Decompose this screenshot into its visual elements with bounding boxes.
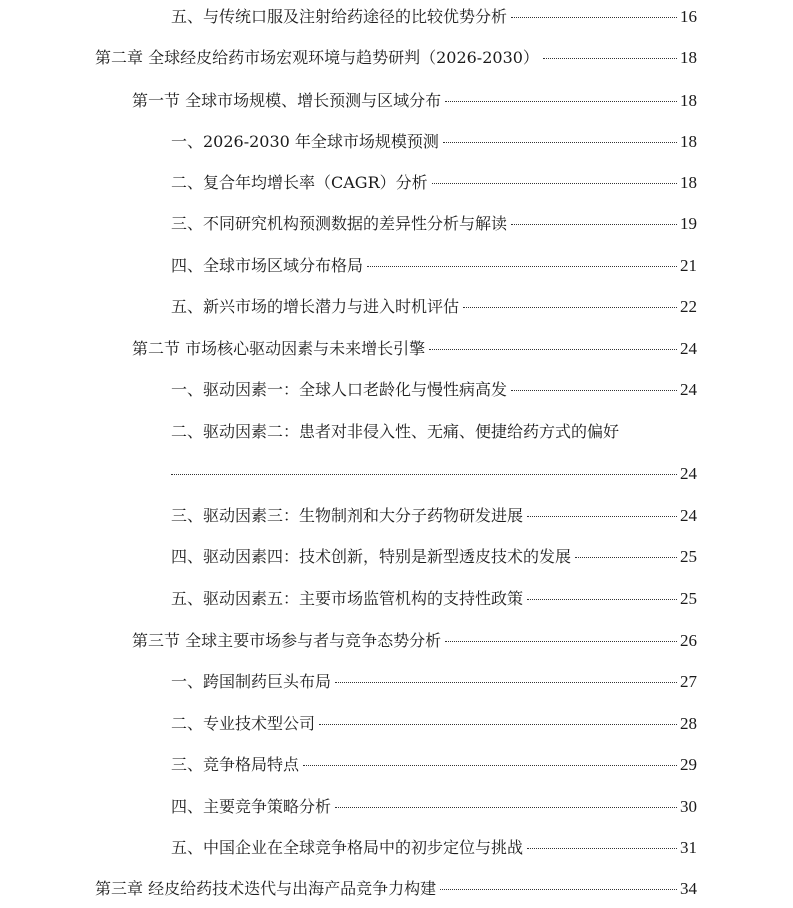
dot-leader	[429, 349, 677, 350]
dot-leader	[335, 807, 677, 808]
toc-entry-title: 四、主要竞争策略分析	[171, 797, 332, 816]
toc-entry-page: 19	[680, 214, 697, 233]
toc-entry-title: 四、驱动因素四：技术创新，特别是新型透皮技术的发展	[171, 547, 572, 566]
toc-entry-page: 18	[680, 91, 697, 110]
toc-entry-title: 第二节 市场核心驱动因素与未来增长引擎	[132, 339, 426, 358]
dot-leader	[432, 183, 677, 184]
toc-entry[interactable]	[171, 6, 697, 28]
toc-entry[interactable]	[171, 379, 697, 401]
toc-entry-page: 18	[680, 48, 697, 67]
dot-leader	[303, 765, 677, 766]
toc-entry-title: 一、2026-2030 年全球市场规模预测	[171, 132, 439, 151]
dot-leader	[575, 557, 677, 558]
toc-entry-title: 五、中国企业在全球竞争格局中的初步定位与挑战	[171, 838, 524, 857]
dot-leader	[511, 17, 677, 18]
dot-leader	[367, 266, 677, 267]
toc-entry[interactable]	[171, 255, 697, 277]
toc-entry-title: 五、驱动因素五：主要市场监管机构的支持性政策	[171, 589, 524, 608]
toc-entry-page: 30	[680, 797, 697, 816]
toc-entry[interactable]	[171, 213, 697, 235]
dot-leader	[171, 474, 677, 475]
toc-entry-title: 第三节 全球主要市场参与者与竞争态势分析	[132, 631, 442, 650]
toc-chapter-entry[interactable]	[95, 878, 697, 900]
toc-entry-page: 29	[680, 755, 697, 774]
dot-leader	[543, 58, 677, 59]
toc-entry-title: 三、不同研究机构预测数据的差异性分析与解读	[171, 214, 508, 233]
toc-entry-page: 16	[680, 7, 697, 26]
dot-leader	[445, 641, 677, 642]
toc-entry-title: 五、新兴市场的增长潜力与进入时机评估	[171, 297, 460, 316]
dot-leader	[319, 724, 677, 725]
dot-leader	[527, 516, 677, 517]
toc-entry-title: 第二章 全球经皮给药市场宏观环境与趋势研判（2026-2030）	[95, 48, 539, 67]
toc-entry-page: 18	[680, 173, 697, 192]
toc-entry-title: 第三章 经皮给药技术迭代与出海产品竞争力构建	[95, 879, 437, 898]
toc-entry[interactable]	[171, 754, 697, 776]
toc-entry[interactable]	[171, 505, 697, 527]
toc-entry-page: 25	[680, 589, 697, 608]
toc-section-entry[interactable]	[132, 338, 697, 360]
toc-entry[interactable]	[171, 546, 697, 568]
toc-entry[interactable]	[171, 131, 697, 153]
toc-entry-title: 二、专业技术型公司	[171, 714, 316, 733]
dot-leader	[445, 101, 677, 102]
toc-entry-title: 三、驱动因素三：生物制剂和大分子药物研发进展	[171, 506, 524, 525]
toc-entry-page: 28	[680, 714, 697, 733]
toc-entry-page: 22	[680, 297, 697, 316]
toc-entry-page: 26	[680, 631, 697, 650]
toc-section-entry[interactable]	[132, 630, 697, 652]
toc-entry-page: 24	[680, 380, 697, 399]
toc-entry[interactable]	[171, 796, 697, 818]
toc-entry-title: 一、驱动因素一：全球人口老龄化与慢性病高发	[171, 380, 508, 399]
toc-entry[interactable]	[171, 296, 697, 318]
toc-entry[interactable]	[171, 172, 697, 194]
dot-leader	[527, 599, 677, 600]
toc-entry-title: 三、竞争格局特点	[171, 755, 300, 774]
toc-entry-page: 27	[680, 672, 697, 691]
dot-leader	[335, 682, 677, 683]
toc-entry-title[interactable]: 二、驱动因素二：患者对非侵入性、无痛、便捷给药方式的偏好	[171, 422, 620, 441]
toc-entry-page: 24	[680, 464, 697, 483]
toc-entry-page: 24	[680, 339, 697, 358]
dot-leader	[527, 848, 677, 849]
toc-entry-page: 25	[680, 547, 697, 566]
toc-entry[interactable]	[171, 588, 697, 610]
toc-entry-page: 21	[680, 256, 697, 275]
toc-section-entry[interactable]	[132, 90, 697, 112]
toc-entry[interactable]	[171, 837, 697, 859]
toc-entry-title: 一、跨国制药巨头布局	[171, 672, 332, 691]
toc-entry-title: 二、复合年均增长率（CAGR）分析	[171, 173, 428, 192]
toc-entry-title: 第一节 全球市场规模、增长预测与区域分布	[132, 91, 442, 110]
dot-leader	[511, 224, 677, 225]
dot-leader	[463, 307, 677, 308]
dot-leader	[511, 390, 677, 391]
toc-entry-page: 24	[680, 506, 697, 525]
toc-entry-title: 四、全球市场区域分布格局	[171, 256, 364, 275]
dot-leader	[443, 142, 677, 143]
toc-entry-title: 五、与传统口服及注射给药途径的比较优势分析	[171, 7, 508, 26]
dot-leader	[440, 889, 677, 890]
toc-chapter-entry[interactable]	[95, 47, 697, 69]
toc-entry-page: 31	[680, 838, 697, 857]
toc-entry[interactable]	[171, 713, 697, 735]
toc-entry-page: 18	[680, 132, 697, 151]
toc-entry-continuation[interactable]	[171, 463, 697, 485]
toc-entry-page: 34	[680, 879, 697, 898]
toc-entry[interactable]	[171, 671, 697, 693]
